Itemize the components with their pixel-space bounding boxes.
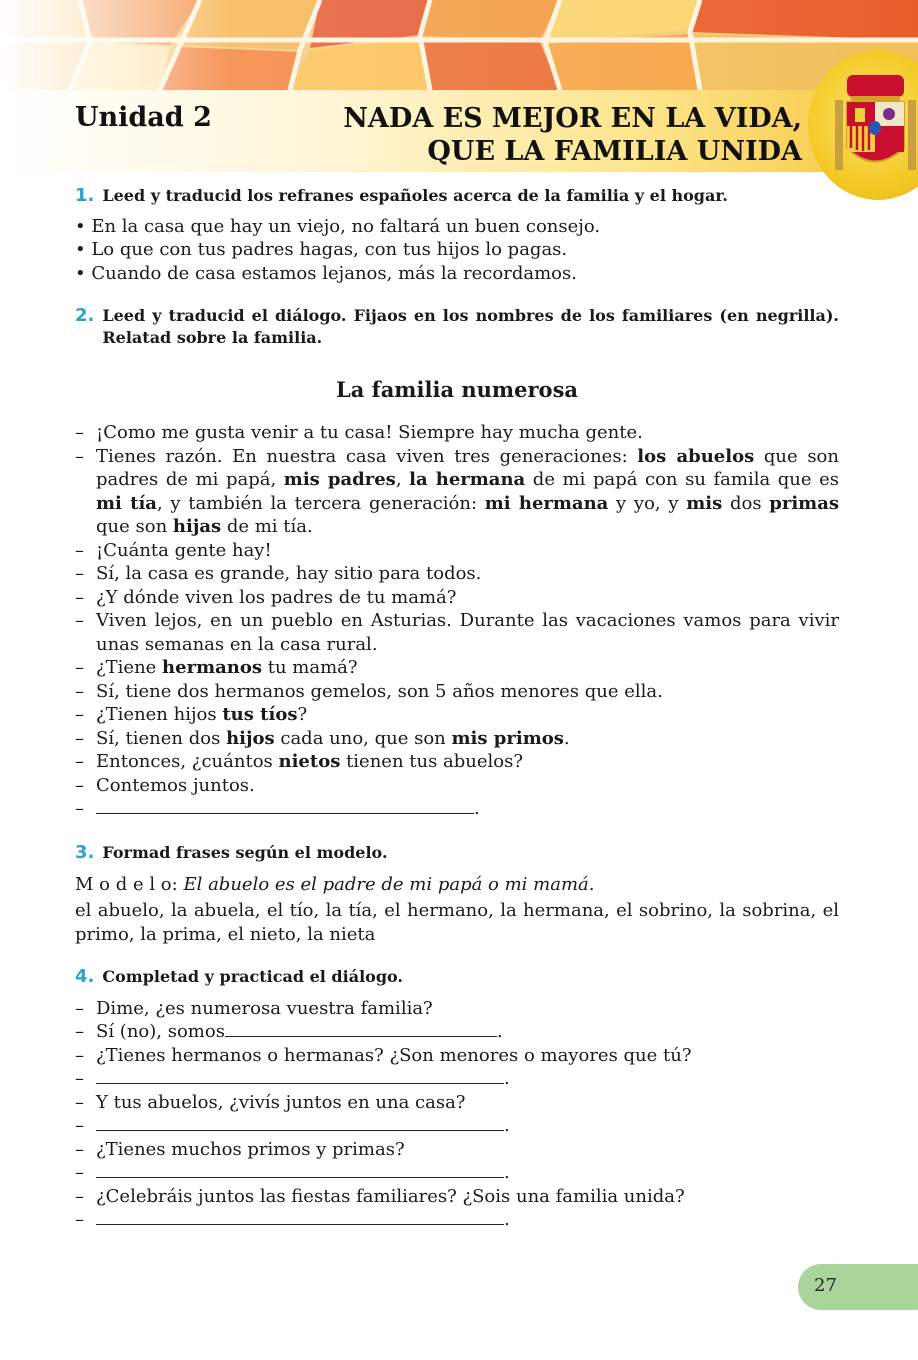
exercise-line: – ¿Tienes muchos primos y primas? <box>75 1138 405 1160</box>
dialog-answer-blank[interactable]: – . <box>75 798 480 819</box>
answer-blank[interactable]: – . <box>75 1115 510 1136</box>
dialog-line: – Entonces, ¿cuántos nietos tienen tus abuelos? <box>75 751 524 772</box>
dialog-line: – Sí, la casa es grande, hay sitio para todos. <box>75 563 482 584</box>
mosaic-decoration <box>0 0 918 90</box>
exercise-line: – Y tus abuelos, ¿vivís juntos en una casa? <box>75 1091 466 1113</box>
task-4-number: 4. <box>75 966 95 987</box>
unit-title-line-1: NADA ES MEJOR EN LA VIDA, <box>343 103 802 134</box>
answer-blank[interactable]: – . <box>75 1162 510 1183</box>
saying-1: • En la casa que hay un viejo, no faltará un buen consejo. <box>75 215 601 237</box>
unit-title-line-2: QUE LA FAMILIA UNIDA <box>427 136 802 167</box>
dialog-line: – ¿Tiene hermanos tu mamá? <box>75 657 358 678</box>
word-list: el abuelo, la abuela, el tío, la tía, el hermano, la hermana, el sobrino, la sobrina, el primo, la prima, el nieto, la nieta <box>75 900 839 945</box>
exercise-line: – ¿Tienes hermanos o hermanas? ¿Son menores o mayores que tú? <box>75 1044 692 1066</box>
unit-label: Unidad 2 <box>75 102 212 133</box>
model-label: M o d e l o: <box>75 873 178 895</box>
page-number: 27 <box>814 1275 837 1296</box>
task-2-number: 2. <box>75 305 95 326</box>
model-text: El abuelo es el padre de mi papá o mi mamá. <box>183 873 595 895</box>
saying-3: • Cuando de casa estamos lejanos, más la recordamos. <box>75 262 577 284</box>
exercise-line: – Dime, ¿es numerosa vuestra familia? <box>75 997 433 1019</box>
dialog-line: – ¡Cuánta gente hay! <box>75 539 272 561</box>
task-1-number: 1. <box>75 185 95 206</box>
spain-coat-of-arms-icon <box>833 70 918 185</box>
dialog-line: – Sí, tienen dos hijos cada uno, que son mis primos. <box>75 727 570 749</box>
task-2 <box>75 304 839 349</box>
dialog-line: – Viven lejos, en un pueblo en Asturias. Durante las vacaciones vamos para vivir unas semanas en la casa rural. <box>75 610 839 655</box>
dialog-title: La familia numerosa <box>335 377 578 402</box>
dialog-line: – Tienes razón. En nuestra casa viven tres generaciones: los abuelos que son padres de mi papá, mis padres, la hermana de mi papá con su famila que es mi tía, y también la tercera generación: mi hermana y yo, y mis dos primas que son hijas de mi tía. <box>75 445 840 537</box>
model-example <box>75 873 839 897</box>
exercise-line[interactable]: – Sí (no), somos . <box>75 1021 503 1042</box>
answer-blank[interactable]: – . <box>75 1209 510 1230</box>
task-3-instruction: Formad frases según el modelo. <box>102 843 388 862</box>
dialog-family <box>75 421 839 821</box>
unit-title <box>343 102 802 168</box>
dialog-line: – ¿Tienen hijos tus tíos? <box>75 704 308 725</box>
exercise-line: – ¿Celebráis juntos las fiestas familiares? ¿Sois una familia unida? <box>75 1185 685 1207</box>
answer-blank[interactable]: – . <box>75 1068 510 1089</box>
task-2-instruction: Leed y traducid el diálogo. Fijaos en los nombres de los familiares (en negrilla). Relatad sobre la familia. <box>102 306 839 347</box>
task-4-instruction: Completad y practicad el diálogo. <box>102 967 403 986</box>
task-1-instruction: Leed y traducid los refranes españoles acerca de la familia y el hogar. <box>102 186 728 205</box>
dialog-line: – Sí, tiene dos hermanos gemelos, son 5 años menores que ella. <box>75 680 663 702</box>
task-3-number: 3. <box>75 842 95 863</box>
dialog-line: – ¡Como me gusta venir a tu casa! Siempre hay mucha gente. <box>75 422 643 443</box>
dialog-line: – Contemos juntos. <box>75 774 255 796</box>
dialog-line: – ¿Y dónde viven los padres de tu mamá? <box>75 586 457 608</box>
task-4 <box>75 965 839 1232</box>
task-3 <box>75 841 839 946</box>
task-1 <box>75 184 839 285</box>
saying-2: • Lo que con tus padres hagas, con tus hijos lo pagas. <box>75 239 568 260</box>
